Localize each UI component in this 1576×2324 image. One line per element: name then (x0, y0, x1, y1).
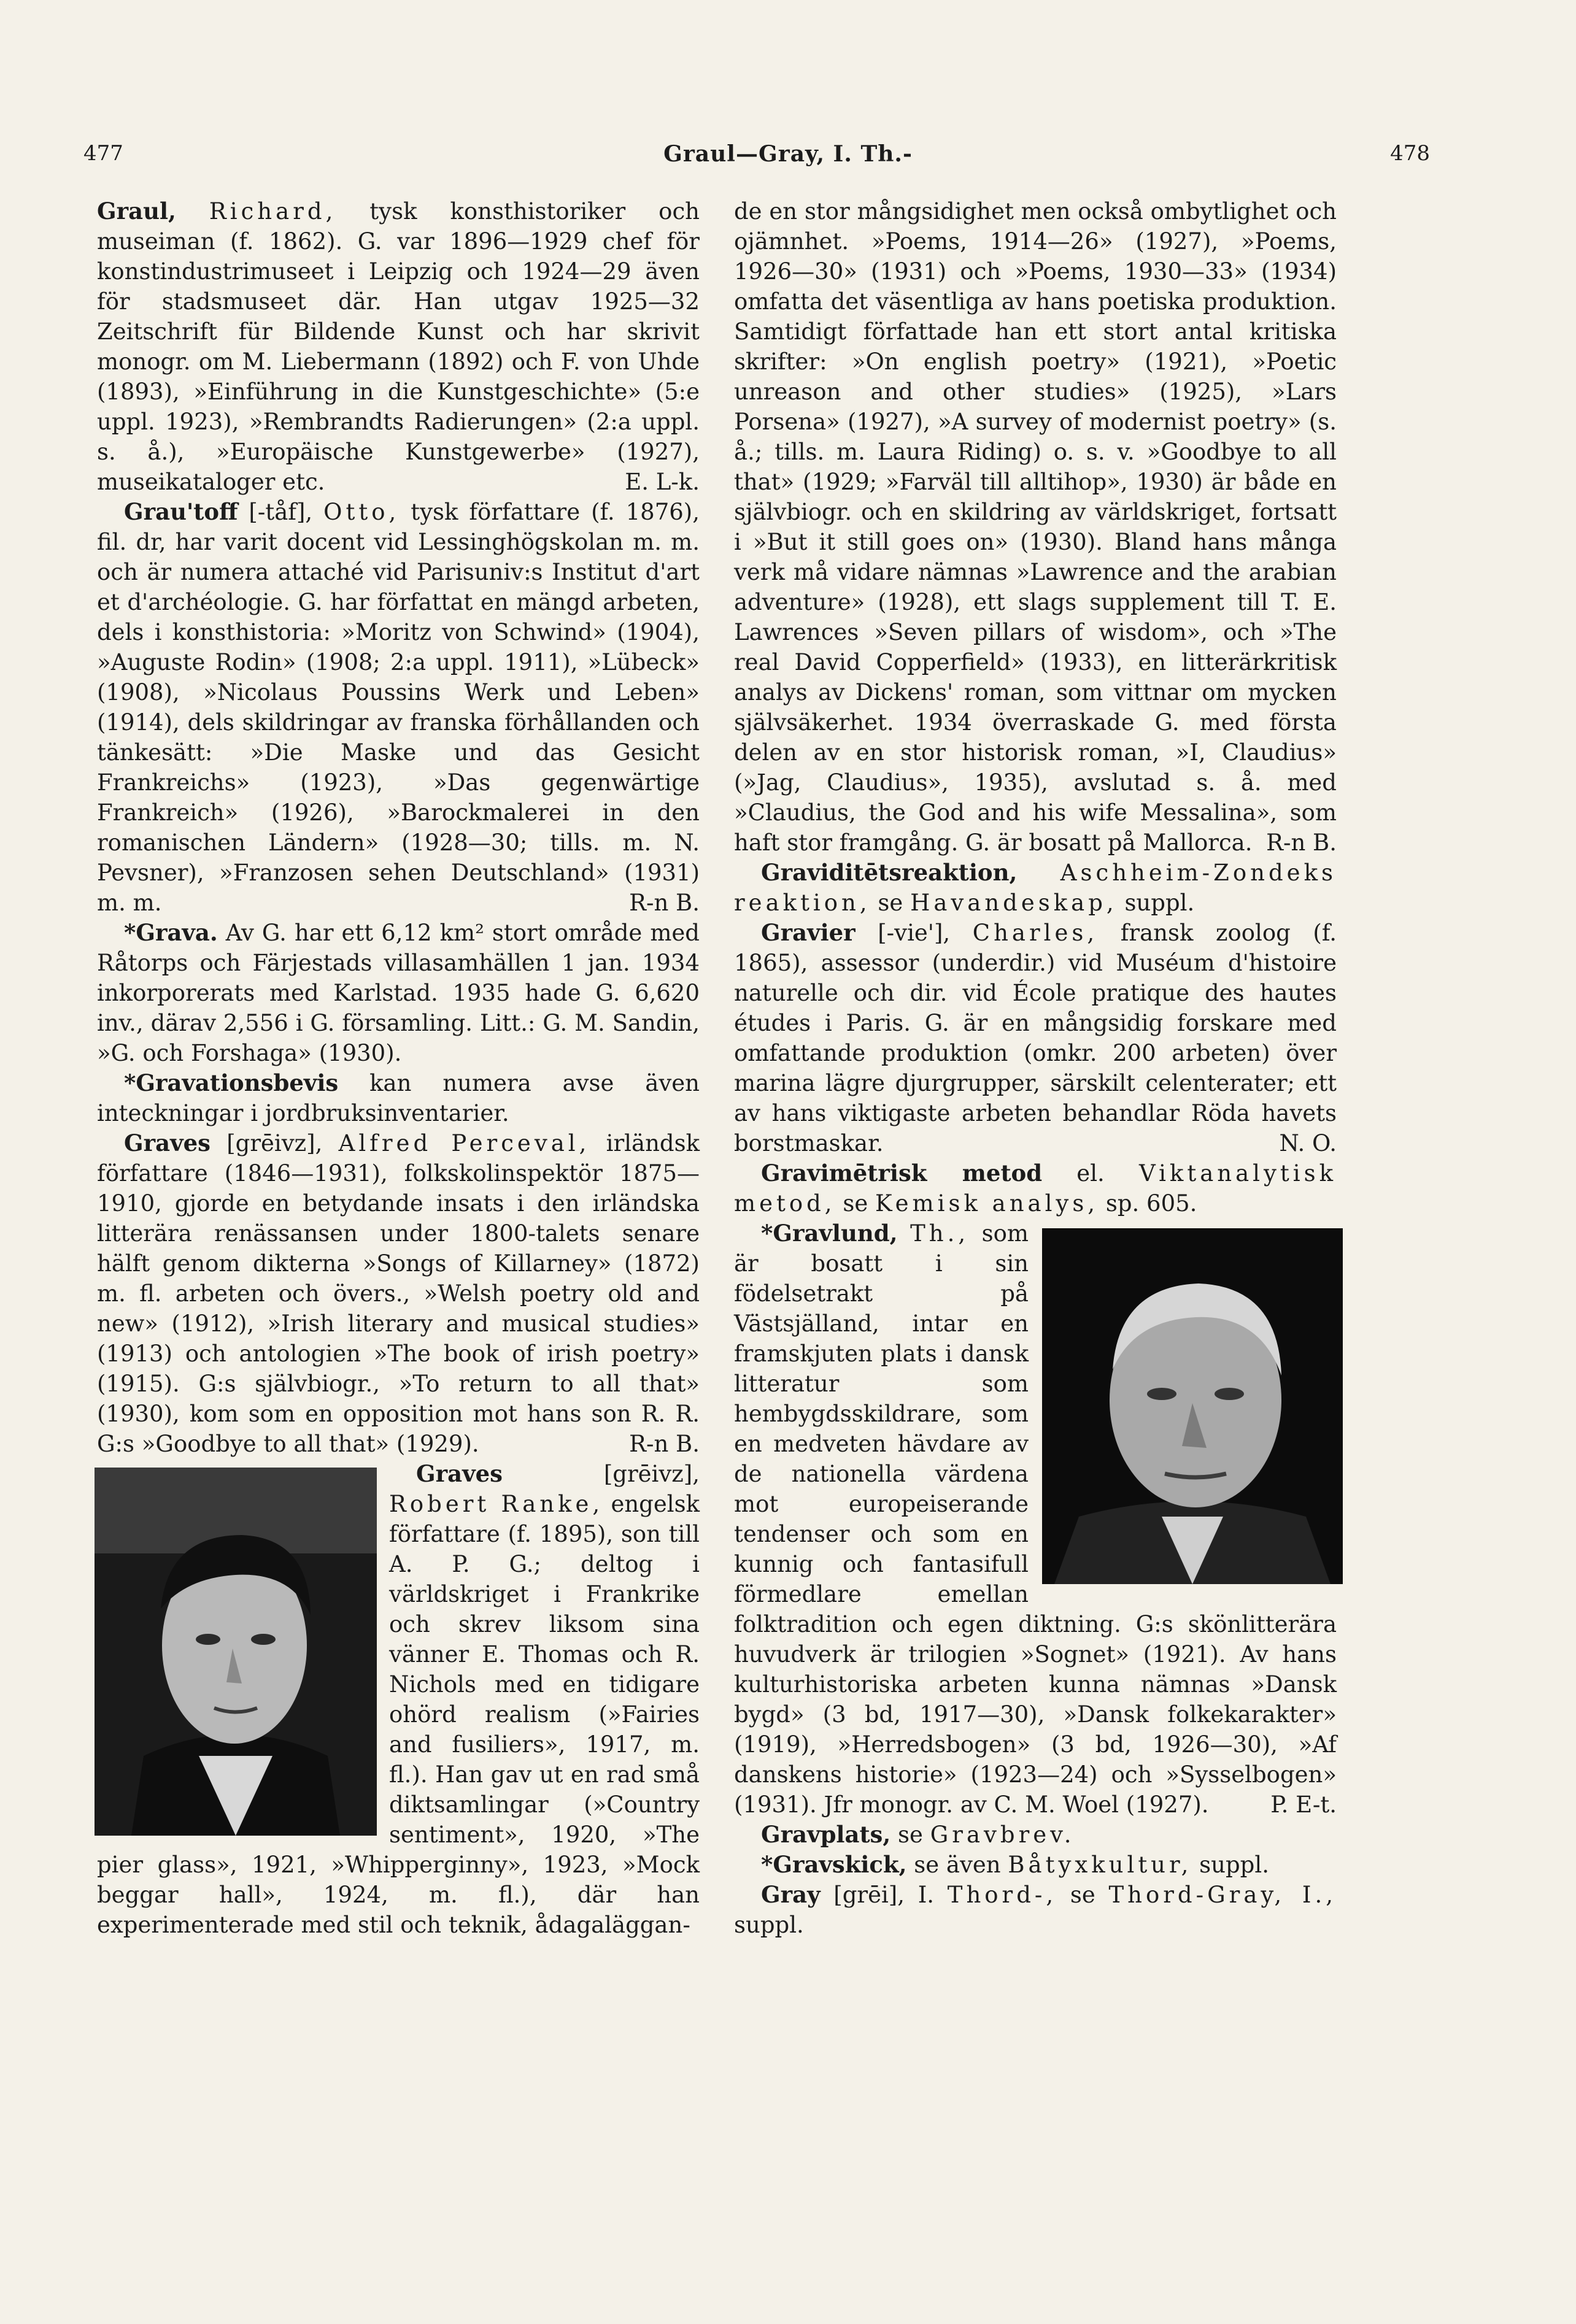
pronunciation: [grēivz], (502, 1461, 700, 1487)
entry-body: som är bosatt i sin födelsetrakt på Västsjälland, intar en framskjuten plats i dansk litteratur som hembygdsskildrare, som en medveten hävdare av de nationella värdena mot europeiserande tendenser och som en kunnig och fantasifull förmedlare emellan folktradition och egen diktning. G:s skönlitterära huvudverk är trilogien »Sognet» (1921). Av hans kulturhistoriska arbeten kunna nämnas »Dansk bygd» (3 bd, 1917—30), »Dansk folkekarakter» (1919), »Herredsbogen» (3 bd, 1926—30), »Af danskens historie» (1923—24) och »Sysselbogen» (1931). Jfr monogr. av C. M. Woel (1927). (734, 1220, 1337, 1818)
person-name: Otto, (323, 499, 400, 525)
person-name: Th., (910, 1220, 970, 1247)
page-header (0, 141, 1576, 178)
entry-body: se (835, 1190, 875, 1217)
portrait-image (95, 1468, 377, 1836)
entry-body: suppl. (1117, 890, 1195, 916)
person-name: Alfred Perceval, (338, 1130, 590, 1156)
entry-gravationsbevis (97, 1068, 700, 1128)
cross-reference: Viktanalytisk metod, (734, 1160, 1337, 1217)
person-name: Charles, (972, 920, 1099, 946)
entry-grautoff (97, 497, 700, 918)
person-name: Richard, (209, 198, 337, 225)
headword: Graves (416, 1460, 503, 1487)
cross-reference: Thord-, (947, 1882, 1057, 1908)
entry-body: suppl. (734, 1912, 804, 1938)
page-number-left: 477 (83, 141, 123, 166)
cross-reference: Kemisk analys, (875, 1190, 1099, 1217)
headword: Gravier (761, 919, 856, 946)
headword: *Grava. (124, 919, 218, 946)
entry-body: tysk konsthistoriker och museiman (f. 1862). G. var 1896—1929 chef för konstindustrimuseet i Leipzig och 1924—29 även för stadsmuseet där. Han utgav 1925—32 Zeitschrift für Bildende Kunst och har skrivit monogr. om M. Liebermann (1892) och F. von Uhde (1893), »Einführung in die Kunstgeschichte» (5:e uppl. 1923), »Rembrandts Radierungen» (2:a uppl. s. å.), »Europäische Kunstgewerbe» (1927), museikataloger etc. (97, 198, 700, 495)
headword: *Gravlund, (761, 1220, 898, 1247)
headword: Gravimētrisk metod (761, 1160, 1043, 1187)
entry-gray (734, 1880, 1337, 1940)
entry-gravier (734, 918, 1337, 1158)
entry-body: I. (917, 1882, 948, 1908)
spaced-text: Aschheim-Zondeks reaktion, (734, 860, 1337, 916)
pronunciation: [-vie'], (855, 920, 973, 946)
headword: Grau'toff (124, 498, 238, 525)
entry-body: engelsk författare (f. 1895), son till A. P. G.; deltog i världskriget i Frankrike och skrev liksom sina vänner E. Thomas och R. Nichols med en tidigare ohörd realism (»Fairies and fusiliers», 1917, m. fl.). Han gav ut en rad små diktsamlingar (»Country sentiment», 1920, »The pier glass», 1921, »Whipperginny», 1923, »Mock beggar hall», 1924, m. fl.), där han experimenterade med stil och teknik, ådagaläggan- (97, 1491, 700, 1938)
headword: *Gravationsbevis (124, 1069, 339, 1096)
entry-body: se (1057, 1882, 1109, 1908)
cross-reference: Gravbrev. (930, 1822, 1075, 1848)
headword: Graves (124, 1129, 211, 1156)
signature: R-n B. (629, 1431, 700, 1457)
entry-body: de en stor mångsidighet men också ombytlighet och ojämnhet. »Poems, 1914—26» (1927), »Poems, 1926—30» (1931) och »Poems, 1930—33» (1934) omfatta det väsentliga av hans poetiska produktion. Samtidigt författade han ett stort antal kritiska skrifter: »On english poetry» (1921), »Poetic unreason and other studies» (1925), »Lars Porsena» (1927), »A survey of modernist poetry» (s. å.; tills. m. Laura Riding) o. s. v. »Goodbye to all that» (1929; »Farväl till alltihop», 1930) är både en självbiogr. och en skildring av världskriget, fortsatt i »But it still goes on» (1930). Bland hans många verk må vidare nämnas »Lawrence and the arabian adventure» (1928), ett slags supplement till T. E. Lawrences »Seven pillars of wisdom», och »The real David Copperfield» (1933), en litterärkritisk analys av Dickens' roman, som vittnar om mycken självsäkerhet. 1934 överraskade G. med första delen av en stor historisk roman, »I, Claudius» (»Jag, Claudius», 1935), avslutad s. å. med »Claudius, the God and his wife Messalina», som haft stor framgång. G. är bosatt på Mallorca. (734, 198, 1337, 856)
running-head: Graul—Gray, I. Th.- (663, 141, 913, 167)
cross-reference: Båtyxkultur, (1008, 1852, 1192, 1878)
entry-gravimetrisk (734, 1158, 1337, 1218)
entry-body: fransk zoolog (f. 1865), assessor (underdir.) vid Muséum d'histoire naturelle och dir. vid École pratique des hautes études i Paris. G. är en mångsidig forskare med omfattande produktion (omkr. 200 arbeten) över marina lägre djurgrupper, särskilt celenterater; ett av hans viktigaste arbeten behandlar Röda havets borstmaskar. (734, 920, 1337, 1156)
entry-grava (97, 918, 700, 1068)
headword: Graul, (97, 198, 176, 225)
cross-reference: Havandeskap, (910, 890, 1118, 916)
signature: P. E-t. (1270, 1791, 1337, 1818)
entry-body: tysk författare (f. 1876), fil. dr, har varit docent vid Lessinghögskolan m. m. och är numera attaché vid Parisuniv:s Institut d'art et d'archéologie. G. har författat en mängd arbeten, dels i konsthistoria: »Moritz von Schwind» (1904), »Auguste Rodin» (1908; 2:a uppl. 1911), »Lübeck» (1908), »Nicolaus Poussins Werk und Leben» (1914), dels skildringar av franska förhållanden och tänkesätt: »Die Maske und das Gesicht Frankreichs» (1923), »Das gegenwärtige Frankreich» (1926), »Barockmalerei in den romanischen Ländern» (1928—30; tills. m. N. Pevsner), »Franzosen sehen Deutschland» (1931) m. m. (97, 499, 700, 916)
headword: *Gravskick, (761, 1851, 907, 1878)
portrait-gravlund (1042, 1228, 1343, 1584)
portrait-image (1042, 1228, 1343, 1584)
entry-gravskick (734, 1850, 1337, 1880)
person-name: Robert Ranke, (389, 1491, 604, 1517)
entry-graves-continued (734, 196, 1337, 858)
headword: Gray (761, 1881, 821, 1908)
entry-body: se (890, 1822, 930, 1848)
portrait-robert-graves (95, 1468, 377, 1836)
entry-body: kan numera avse även inteckningar i jordbruksinventarier. (97, 1070, 700, 1126)
signature: R-n B. (1266, 829, 1337, 856)
entry-body: irländsk författare (1846—1931), folkskolinspektör 1875—1910, gjorde en betydande insats i den irländska litterära renässansen under 1800-talets senare hälft genom dikterna »Songs of Killarney» (1872) m. fl. arbeten och övers., »Welsh poetry old and new» (1912), »Irish literary and musical studies» (1913) och antologien »The book of irish poetry» (1915). G:s självbiogr., »To return to all that» (1930), kom som en opposition mot hans son R. R. G:s »Goodbye to all that» (1929). (97, 1130, 700, 1457)
entry-gravplats (734, 1820, 1337, 1850)
entry-body: el. (1042, 1160, 1140, 1187)
cross-reference: Thord-Gray, I., (1108, 1882, 1337, 1908)
pronunciation: [grēivz], (210, 1130, 339, 1156)
entry-graviditetsreaktion (734, 858, 1337, 918)
signature: N. O. (1279, 1130, 1337, 1156)
headword: Gravplats, (761, 1821, 891, 1848)
entry-body: sp. 605. (1099, 1190, 1197, 1217)
signature: R-n B. (629, 890, 700, 916)
left-column (97, 196, 700, 1940)
entry-body: suppl. (1192, 1852, 1269, 1878)
entry-body: se (870, 890, 911, 916)
entry-body: Av G. har ett 6,12 km² stort område med Råtorps och Färjestads villasamhällen 1 jan. 1934 inkorporerats med Karlstad. 1935 hade G. 6,620 inv., därav 2,556 i G. församling. Litt.: G. M. Sandin, »G. och Forshaga» (1930). (97, 920, 700, 1066)
pronunciation: [-tåf], (238, 499, 324, 525)
entry-body: se även (906, 1852, 1008, 1878)
page-number-right: 478 (1390, 141, 1430, 166)
headword: Graviditētsreaktion, (761, 859, 1018, 886)
entry-graves-alfred (97, 1128, 700, 1459)
right-column (734, 196, 1337, 1940)
entry-graul (97, 196, 700, 497)
pronunciation: [grēi], (820, 1882, 918, 1908)
signature: E. L-k. (625, 469, 700, 495)
